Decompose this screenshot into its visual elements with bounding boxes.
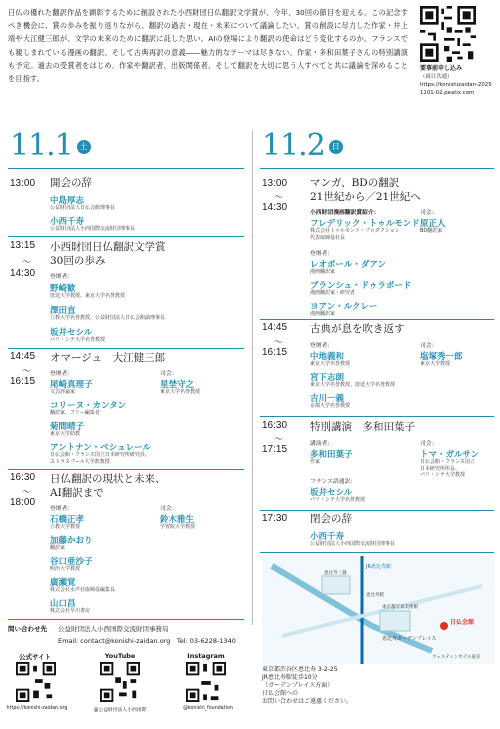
intro-paragraph: 日仏の優れた翻訳作品を顕彰するために創設された小西財団日仏翻訳文学賞が、今年、30回の節目を迎える。この記念すべき機会に、賞の歩みを振り返りながら、翻訳の過去・現在・未来について議論したい。賞の創設に尽力した作家・井上靖や大江健三郎が、文学の未来のために翻訳に託した思い。AIの登場により翻訳の使命はどう変化するのか。フランスでも親しまれている漫画の翻訳、そして古典再訳の意義――魅力的なテーマは尽きない。作家・多和田葉子さんの特別講演も予定。過去の受賞者をはじめ、作家や翻訳者、出版関係者、そして翻訳を大切に思う人すべてと共に議論を深めることを目指す。 [8, 8, 408, 84]
d1-s3-mod-name: 星埜守之 [160, 380, 195, 390]
d1-s3-mod-aff: 東京大学名誉教授 [160, 389, 201, 395]
d2-s3-role2: 司会： [420, 441, 438, 447]
d1-s1-p1-aff: 公益財団法人日仏会館理事長 [50, 205, 116, 211]
d1-s4-title: 日仏翻訳の現状と未来、 AI翻訳まで [50, 473, 166, 499]
d2-s3-end: 17:15 [262, 444, 288, 455]
d1-s4-role: 登壇者： [50, 506, 74, 512]
d1-s3-role: 登壇者： [50, 371, 74, 377]
map-label-mitsukoshi: 恵比寿三越 [324, 571, 347, 576]
d1-s2-p2-name: 澤田直 [50, 306, 76, 316]
d2-s4-p1-aff: 公益財団法人小西国際交流財団理事長 [310, 541, 396, 547]
d1-s4-p4-name: 廣瀬覚 [50, 578, 76, 588]
d1-sep-1 [8, 236, 244, 237]
d1-s3-p4-aff: 日仏会館・フランス国立日本研究所研究員、 ストラスブール大学准教授 [50, 452, 150, 465]
d2-s3-interp-aff: パリ・シテ大学名誉教授 [310, 497, 366, 503]
d2-s3-role3: フランス語通訳： [310, 479, 357, 485]
d2-s1-q2-aff: 漫画翻訳家・研究者 [310, 290, 356, 296]
d1-s4-p5-aff: 株式会社早川書房 [50, 608, 91, 614]
day2-date: 11.2 [262, 128, 325, 163]
venue-marker-icon [440, 622, 448, 630]
d1-s4-start: 16:30 [10, 472, 36, 483]
d1-s4-role2: 司会： [160, 506, 178, 512]
registration-qr-code[interactable] [420, 6, 494, 62]
d1-s3-p3-aff: 東京大学助教 [50, 431, 81, 437]
d1-s4-p2-name: 加藤かおり [50, 536, 93, 546]
d1-s1-p2-name: 小西千寿 [50, 217, 85, 227]
d2-s1-q1-name: レオポール・ダアン [310, 260, 386, 270]
d2-s1-sub: 小西財団漫画翻訳賞紹介： [310, 210, 380, 216]
d1-s1-p1-name: 中島厚志 [50, 196, 85, 206]
d1-s4-p3-aff: 明治大学教授 [50, 566, 81, 572]
venue-map [262, 556, 494, 664]
map-label-station: 恵比寿駅 [366, 593, 384, 598]
day1-header [10, 128, 91, 180]
d2-s1-mod-name: 原正人 [420, 219, 446, 229]
d1-s3-p1-aff: 文芸評論家 [50, 389, 76, 395]
d2-s1-p1-name: フレデリック・トゥルモンド [310, 219, 420, 229]
d2-s2-mod-name: 塩塚秀一郎 [420, 352, 463, 362]
registration-qr-block [420, 6, 494, 97]
d2-s4-p1-name: 小西千寿 [310, 532, 345, 542]
d2-s2-p1-aff: 東京大学名誉教授 [310, 361, 351, 367]
d2-s1-q3-aff: 漫画翻訳家 [310, 311, 336, 317]
d2-s3-mod-name: トマ・ガルサン [420, 450, 480, 460]
d2-sep-2 [260, 416, 494, 417]
d1-s2-p3-aff: パリ・シテ大学名誉教授 [50, 337, 106, 343]
d1-s1-p2-aff: 公益財団法人小西国際交流財団理事長 [50, 226, 136, 232]
day1-weekday-badge: 土 [77, 140, 91, 154]
d2-sep-3 [260, 510, 494, 511]
d1-s2-title: 小西財団日仏翻訳文学賞 30回の歩み [50, 241, 166, 267]
d2-sep-4 [260, 552, 494, 553]
day2-weekday-badge: 日 [329, 140, 343, 154]
both-days-note: （両日共通） [420, 74, 453, 80]
d2-s3-title: 特別講演 多和田葉子 [310, 421, 415, 433]
d2-s1-q2-name: ブランシュ・ドゥラボード [310, 281, 412, 291]
d2-s2-role: 登壇者： [310, 343, 334, 349]
d2-s2-title: 古典が息を吹き返す [310, 323, 405, 335]
d1-s2-role: 登壇者： [50, 274, 74, 280]
day1-header-rule [8, 168, 244, 169]
site-url[interactable]: https://konishi-zaidan.org [6, 706, 68, 711]
d2-s1-start: 13:00 [262, 178, 288, 189]
d2-s1-role: 登壇者： [310, 251, 334, 257]
d2-s2-p2-name: 宮下志朗 [310, 373, 345, 383]
d1-s3-p3-name: 菊間晴子 [50, 422, 85, 432]
d1-s2-start: 13:15 [10, 240, 36, 251]
d2-s3-mod-aff: 日仏会館・フランス国立 日本研究所所長、 パリ・シテ大学教授 [420, 459, 475, 478]
map-label-garden-place: 恵比寿ガーデンプレイス [382, 636, 437, 642]
d1-s3-p1-name: 尾崎真理子 [50, 380, 93, 390]
map-label-westin: ウェスティンホテル東京 [432, 655, 481, 660]
d1-s3-title: オマージュ 大江健三郎 [50, 352, 166, 364]
d1-s4-p4-aff: 株式会社水声社取締役編集長 [50, 587, 116, 593]
d1-s3-p2-name: コリーヌ・カンタン [50, 401, 127, 411]
d2-s2-p1-name: 中地義和 [310, 352, 345, 362]
d2-s4-start: 17:30 [262, 513, 288, 524]
d2-s2-p2-aff: 東京大学名誉教授、放送大学名誉教授 [310, 382, 396, 388]
d1-s1-title: 開会の辞 [50, 177, 92, 189]
d1-s2-end: 14:30 [10, 268, 36, 279]
d1-s2-p3-name: 坂井セシル [50, 328, 93, 338]
d2-s1-p1-aff: 株式会社トゥルモンド・プロダクション 代表取締役社長 [310, 228, 400, 241]
d1-s3-p4-name: アントナン・ベシュレール [50, 443, 151, 453]
d1-s2-p1-aff: 放送大学教授、東京大学名誉教授 [50, 293, 126, 299]
map-label-photo-museum: 東京都写真美術館 [382, 605, 418, 610]
d1-sep-4 [8, 619, 244, 620]
d2-s1-q3-name: ヨアン・ルクレー [310, 302, 378, 312]
d1-s4-p3-name: 谷口亜沙子 [50, 557, 93, 567]
d1-s4-p5-name: 山口昌 [50, 599, 76, 609]
venue-address: 東京都渋谷区恵比寿 3-2-25 JR恵比寿駅徒歩10分 （ガーデンプレイス方面） 日仏会館への お問い合わせはご遠慮ください。 [262, 666, 353, 705]
youtube-handle[interactable]: @公益財団法人小西国際 [93, 708, 147, 713]
d1-s3-role2: 司会： [160, 371, 178, 377]
site-qr-icon[interactable] [16, 662, 56, 702]
d2-s4-title: 閉会の辞 [310, 513, 352, 525]
registration-required-label: 要事前申し込み [420, 65, 463, 72]
day2-header [262, 128, 343, 180]
d1-s3-p2-aff: 翻訳家、フリー編集者 [50, 410, 100, 416]
contact-email-tel[interactable]: Email: contact@konishi-zaidan.org Tel: 03-6228-1340 [58, 637, 236, 645]
contact-label: 問い合わせ先 [8, 625, 47, 633]
d1-s4-end: 18:00 [10, 497, 36, 508]
qr-icon [420, 6, 476, 62]
d1-s4-p1-aff: 立教大学教授 [50, 524, 81, 530]
d2-s3-interp-name: 坂井セシル [310, 488, 353, 498]
instagram-qr-icon[interactable] [186, 662, 226, 702]
d2-s2-p3-name: 吉川一義 [310, 394, 345, 404]
d2-s2-role2: 司会： [420, 343, 438, 349]
d2-s2-end: 16:15 [262, 347, 288, 358]
d1-sep-3 [8, 469, 244, 470]
d1-s4-mod-aff: 学習院大学教授 [160, 524, 196, 530]
youtube-qr-icon[interactable] [100, 662, 140, 702]
d1-s2-p2-aff: 立教大学名誉教授、公益財団法人日仏会館副理事長 [50, 315, 166, 321]
d2-s1-mod-aff: BD翻訳家 [420, 228, 443, 234]
d2-s3-p1-name: 多和田葉子 [310, 450, 353, 460]
d2-s3-p1-aff: 作家 [310, 459, 321, 465]
d2-s2-mod-aff: 東京大学教授 [420, 361, 451, 367]
d2-s3-start: 16:30 [262, 420, 288, 431]
instagram-handle[interactable]: @konishi_foundation [183, 706, 233, 711]
contact-org: 公益財団法人小西国際交流財団事務局 [58, 625, 169, 633]
d1-s3-start: 14:45 [10, 351, 36, 362]
d1-s1-start: 13:00 [10, 178, 36, 189]
map-label-ebisu-station: JR恵比寿駅 [366, 564, 391, 570]
d2-s2-p3-aff: 京都大学名誉教授 [310, 403, 351, 409]
map-label-venue: 日仏会館 [450, 619, 475, 626]
d2-sep-1 [260, 319, 494, 320]
qr-label-youtube: YouTube [104, 652, 136, 660]
d1-s4-p1-name: 石橋正孝 [50, 515, 85, 525]
d1-s3-end: 16:15 [10, 376, 36, 387]
day1-date: 11.1 [10, 128, 73, 163]
column-divider [252, 130, 253, 625]
d2-s3-role: 講演者： [310, 441, 334, 447]
day2-header-rule [260, 168, 494, 169]
d1-s4-mod-name: 鈴木雅生 [160, 515, 195, 525]
d2-s1-end: 14:30 [262, 202, 288, 213]
d1-s2-p1-name: 野崎歓 [50, 284, 76, 294]
qr-label-instagram: Instagram [187, 652, 225, 660]
d2-s1-role2: 司会： [420, 210, 438, 216]
qr-label-site: 公式サイト [18, 653, 52, 661]
d2-s1-title: マンガ、BDの翻訳 21世紀から／21世紀へ [310, 177, 421, 203]
d2-s1-q1-aff: 漫画翻訳家 [310, 269, 336, 275]
d1-s4-p2-aff: 翻訳家 [50, 545, 66, 551]
d2-s2-start: 14:45 [262, 322, 288, 333]
registration-url[interactable]: https://konishizaidan-20251101-02.peatix.com [420, 82, 492, 96]
d1-sep-2 [8, 348, 244, 349]
